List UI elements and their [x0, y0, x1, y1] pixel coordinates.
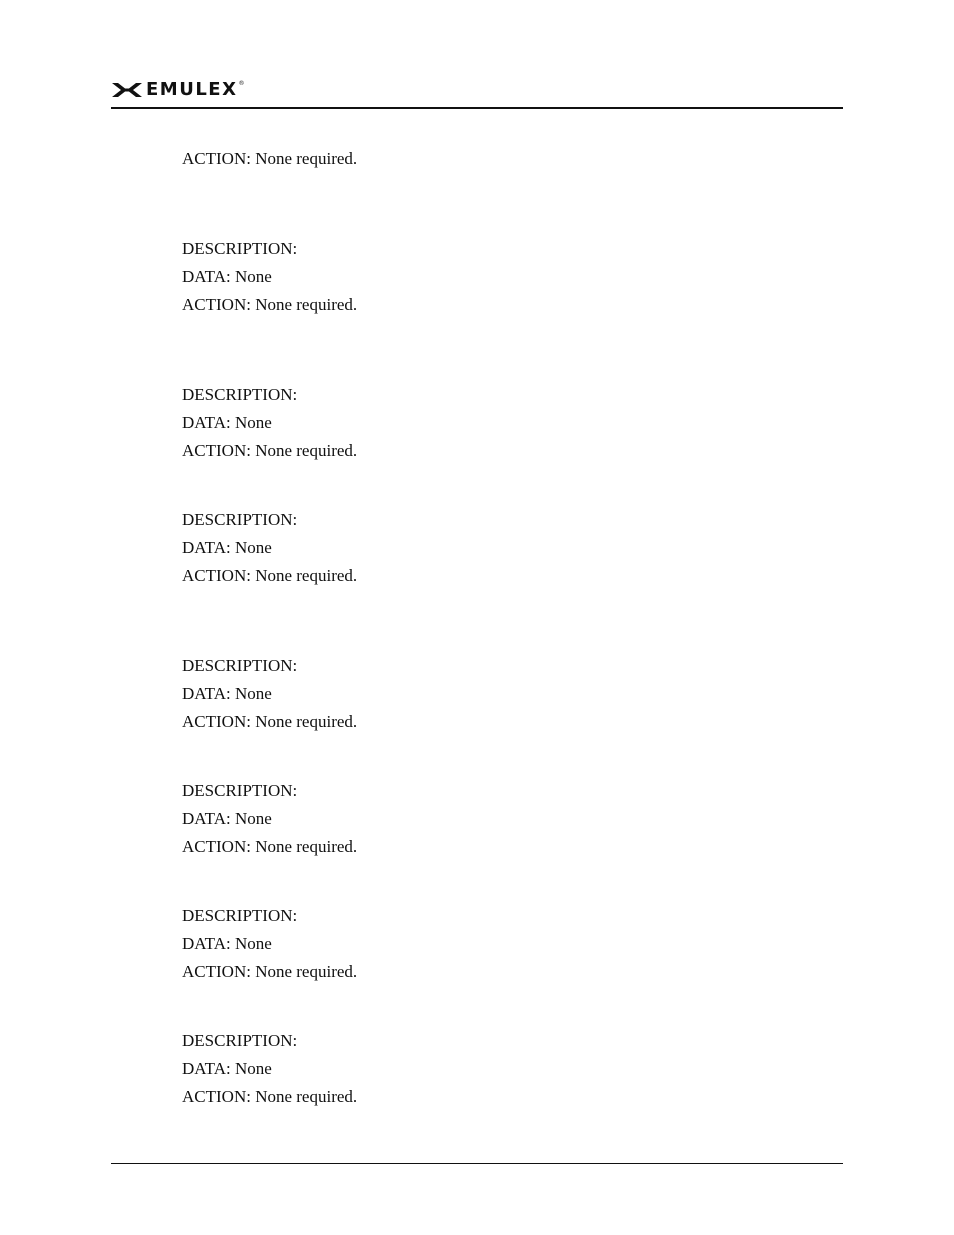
description-label: DESCRIPTION:	[182, 1031, 298, 1050]
data-text: DATA: None	[182, 809, 272, 828]
header-divider	[111, 107, 843, 109]
description-label: DESCRIPTION:	[182, 781, 298, 800]
action-text: ACTION: None required.	[182, 295, 358, 314]
trademark-symbol: ®	[238, 80, 245, 87]
message-block	[182, 652, 782, 736]
action-text: ACTION: None required.	[182, 1087, 358, 1106]
data-text: DATA: None	[182, 684, 272, 703]
data-text: DATA: None	[182, 538, 272, 557]
emulex-logo-mark-icon	[111, 81, 143, 99]
message-block	[182, 235, 782, 319]
data-text: DATA: None	[182, 267, 272, 286]
description-label: DESCRIPTION:	[182, 510, 298, 529]
action-text: ACTION: None required.	[182, 566, 358, 585]
document-body	[182, 145, 782, 1111]
action-text: ACTION: None required.	[182, 712, 358, 731]
page-header	[111, 80, 843, 110]
message-block	[182, 1027, 782, 1111]
footer-divider	[111, 1163, 843, 1164]
action-text: ACTION: None required.	[182, 149, 358, 168]
message-block	[182, 902, 782, 986]
message-block	[182, 506, 782, 590]
data-text: DATA: None	[182, 934, 272, 953]
action-text: ACTION: None required.	[182, 837, 358, 856]
data-text: DATA: None	[182, 1059, 272, 1078]
data-text: DATA: None	[182, 413, 272, 432]
action-text: ACTION: None required.	[182, 441, 358, 460]
description-label: DESCRIPTION:	[182, 906, 298, 925]
description-label: DESCRIPTION:	[182, 385, 298, 404]
message-block	[182, 777, 782, 861]
action-text: ACTION: None required.	[182, 962, 358, 981]
logo-text: EMULEX	[146, 79, 238, 100]
emulex-logo	[111, 81, 244, 99]
description-label: DESCRIPTION:	[182, 656, 298, 675]
message-block	[182, 381, 782, 465]
description-label: DESCRIPTION:	[182, 239, 298, 258]
